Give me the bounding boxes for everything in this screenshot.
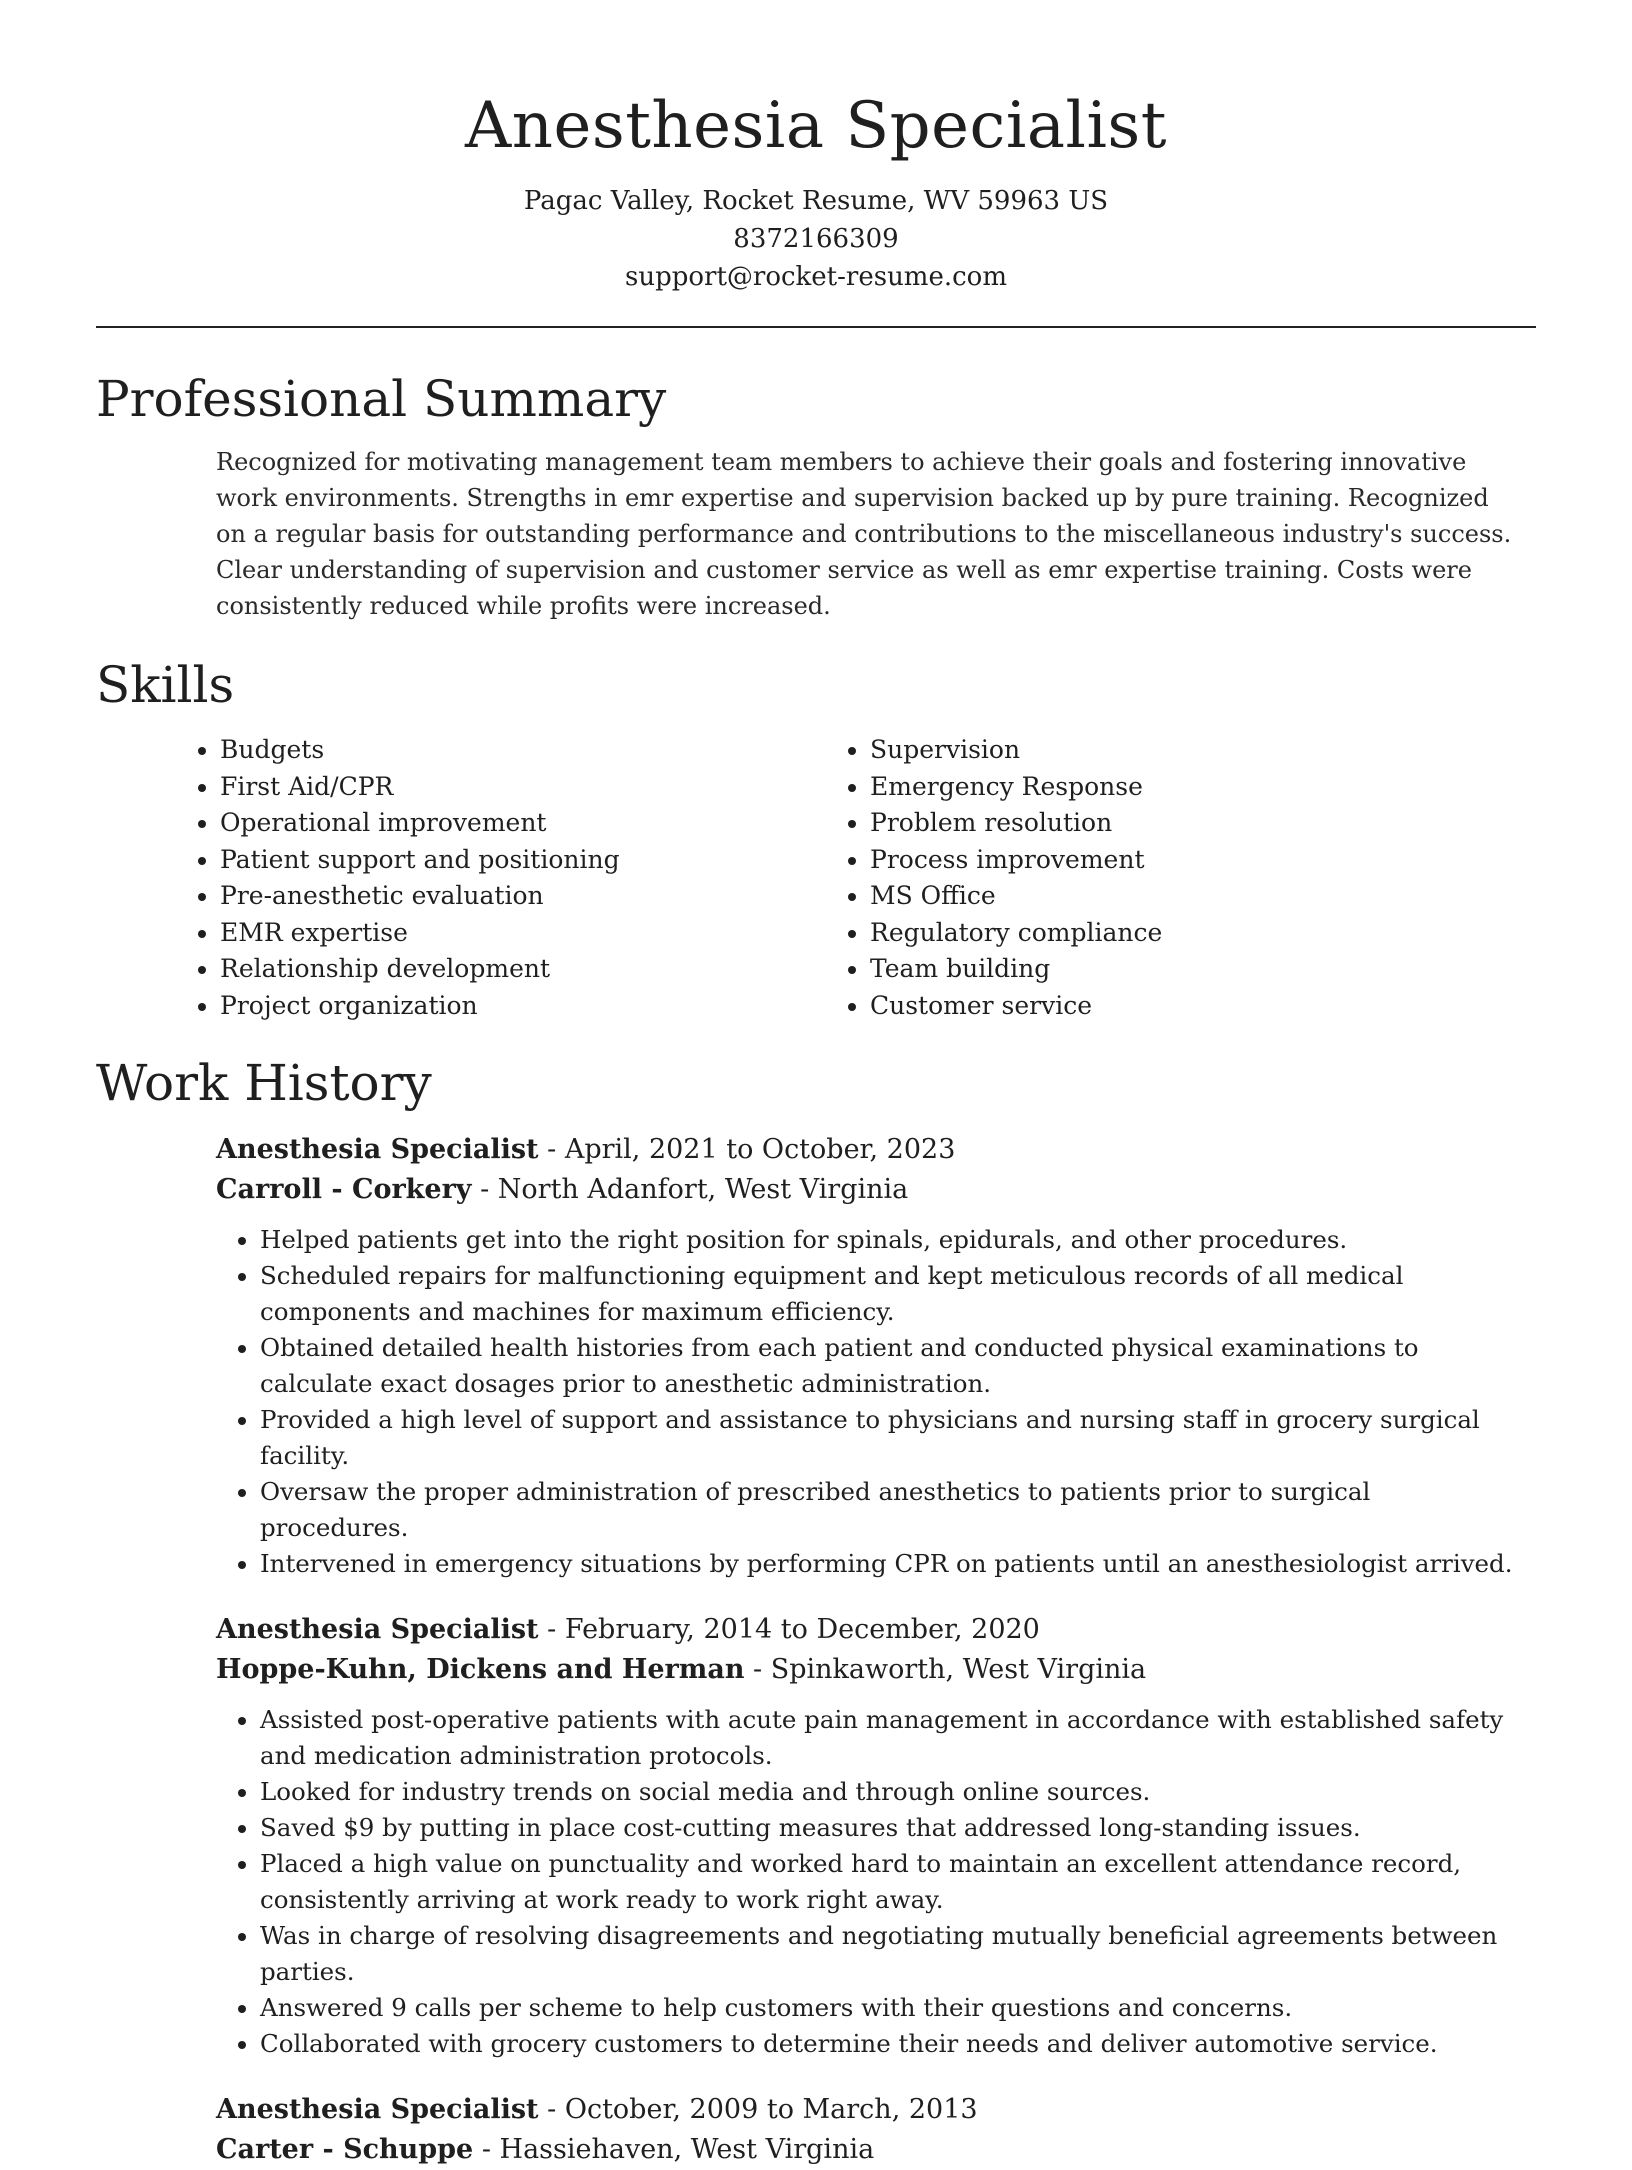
job-company-line: [216, 1170, 1516, 1210]
skill-item: • Project organization: [220, 988, 826, 1025]
job-title-line: [216, 2090, 1516, 2130]
skills-column-right: [826, 732, 1476, 1024]
job-dates: - February, 2014 to December, 2020: [538, 1614, 1040, 1645]
skill-item: • First Aid/CPR: [220, 769, 826, 806]
summary-text: Recognized for motivating management team members to achieve their goals and fostering innovative work environments. Strengths in emr expertise and supervision backed up by pure training. Recognized on a regular basis for outstanding performance and contributions to the miscellaneous industry's success. Clear understanding of supervision and customer service as well as emr expertise training. Costs were consistently reduced while profits were increased.: [216, 448, 1512, 620]
job-bullet: • Placed a high value on punctuality and worked hard to maintain an excellent attendance record, consistently arriving at work ready to work right away.: [260, 1846, 1516, 1918]
job-dates: - April, 2021 to October, 2023: [538, 1134, 956, 1165]
job-bullets: [216, 1222, 1516, 1582]
job-dates: - October, 2009 to March, 2013: [538, 2094, 978, 2125]
skill-item: • MS Office: [870, 878, 1476, 915]
job-location: - Spinkaworth, West Virginia: [744, 1654, 1147, 1685]
header-divider: [96, 326, 1536, 328]
skill-item: • Customer service: [870, 988, 1476, 1025]
job-title-line: [216, 1130, 1516, 1170]
job-bullet: • Saved $9 by putting in place cost-cutting measures that addressed long-standing issues.: [260, 1810, 1516, 1846]
job-company: Carter - Schuppe: [216, 2134, 474, 2165]
job-company: Hoppe-Kuhn, Dickens and Herman: [216, 1654, 745, 1685]
resume-page: [96, 0, 1536, 2170]
job-entry: [216, 1130, 1516, 1582]
skills-heading: Skills: [96, 656, 235, 714]
job-bullet: • Helped patients get into the right position for spinals, epidurals, and other procedures.: [260, 1222, 1516, 1258]
job-bullet: • Looked for industry trends on social media and through online sources.: [260, 1774, 1516, 1810]
job-bullet: • Provided a high level of support and assistance to physicians and nursing staff in grocery surgical facility.: [260, 1402, 1516, 1474]
job-company-line: [216, 2130, 1516, 2170]
job-location: - North Adanfort, West Virginia: [471, 1174, 909, 1205]
job-bullets: [216, 1702, 1516, 2062]
skills-list: [176, 732, 1476, 1024]
job-role: Anesthesia Specialist: [216, 2094, 539, 2125]
skill-item: • Operational improvement: [220, 805, 826, 842]
job-bullet: • Collaborated with grocery customers to determine their needs and deliver automotive service.: [260, 2026, 1516, 2062]
contact-info: [96, 182, 1536, 296]
job-bullet: • Obtained detailed health histories from each patient and conducted physical examinations to calculate exact dosages prior to anesthetic administration.: [260, 1330, 1516, 1402]
job-company: Carroll - Corkery: [216, 1174, 472, 1205]
phone: 8372166309: [733, 224, 899, 254]
work-history-heading: Work History: [96, 1054, 432, 1112]
skill-item: • EMR expertise: [220, 915, 826, 952]
job-role: Anesthesia Specialist: [216, 1134, 539, 1165]
job-bullet: • Answered 9 calls per scheme to help customers with their questions and concerns.: [260, 1990, 1516, 2026]
skill-item: • Patient support and positioning: [220, 842, 826, 879]
summary-heading: Professional Summary: [96, 370, 667, 428]
job-bullet: • Was in charge of resolving disagreements and negotiating mutually beneficial agreements between parties.: [260, 1918, 1516, 1990]
skill-item: • Team building: [870, 951, 1476, 988]
skill-item: • Budgets: [220, 732, 826, 769]
skill-item: • Supervision: [870, 732, 1476, 769]
skill-item: • Regulatory compliance: [870, 915, 1476, 952]
skill-item: • Process improvement: [870, 842, 1476, 879]
job-bullet: • Assisted post-operative patients with acute pain management in accordance with established safety and medication administration protocols.: [260, 1702, 1516, 1774]
resume-header: [96, 0, 1536, 296]
skill-item: • Relationship development: [220, 951, 826, 988]
job-entry: [216, 2090, 1516, 2170]
job-bullet: • Scheduled repairs for malfunctioning equipment and kept meticulous records of all medical components and machines for maximum efficiency.: [260, 1258, 1516, 1330]
address: Pagac Valley, Rocket Resume, WV 59963 US: [523, 186, 1109, 216]
skills-column-left: [176, 732, 826, 1024]
job-entry: [216, 1610, 1516, 2062]
job-location: - Hassiehaven, West Virginia: [473, 2134, 875, 2165]
job-bullet: • Intervened in emergency situations by performing CPR on patients until an anesthesiologist arrived.: [260, 1546, 1516, 1582]
candidate-name: Anesthesia Specialist: [465, 89, 1167, 163]
job-company-line: [216, 1650, 1516, 1690]
email: support@rocket-resume.com: [624, 262, 1007, 292]
skill-item: • Problem resolution: [870, 805, 1476, 842]
skill-item: • Pre-anesthetic evaluation: [220, 878, 826, 915]
job-role: Anesthesia Specialist: [216, 1614, 539, 1645]
job-bullet: • Oversaw the proper administration of prescribed anesthetics to patients prior to surgical procedures.: [260, 1474, 1516, 1546]
job-title-line: [216, 1610, 1516, 1650]
skill-item: • Emergency Response: [870, 769, 1476, 806]
